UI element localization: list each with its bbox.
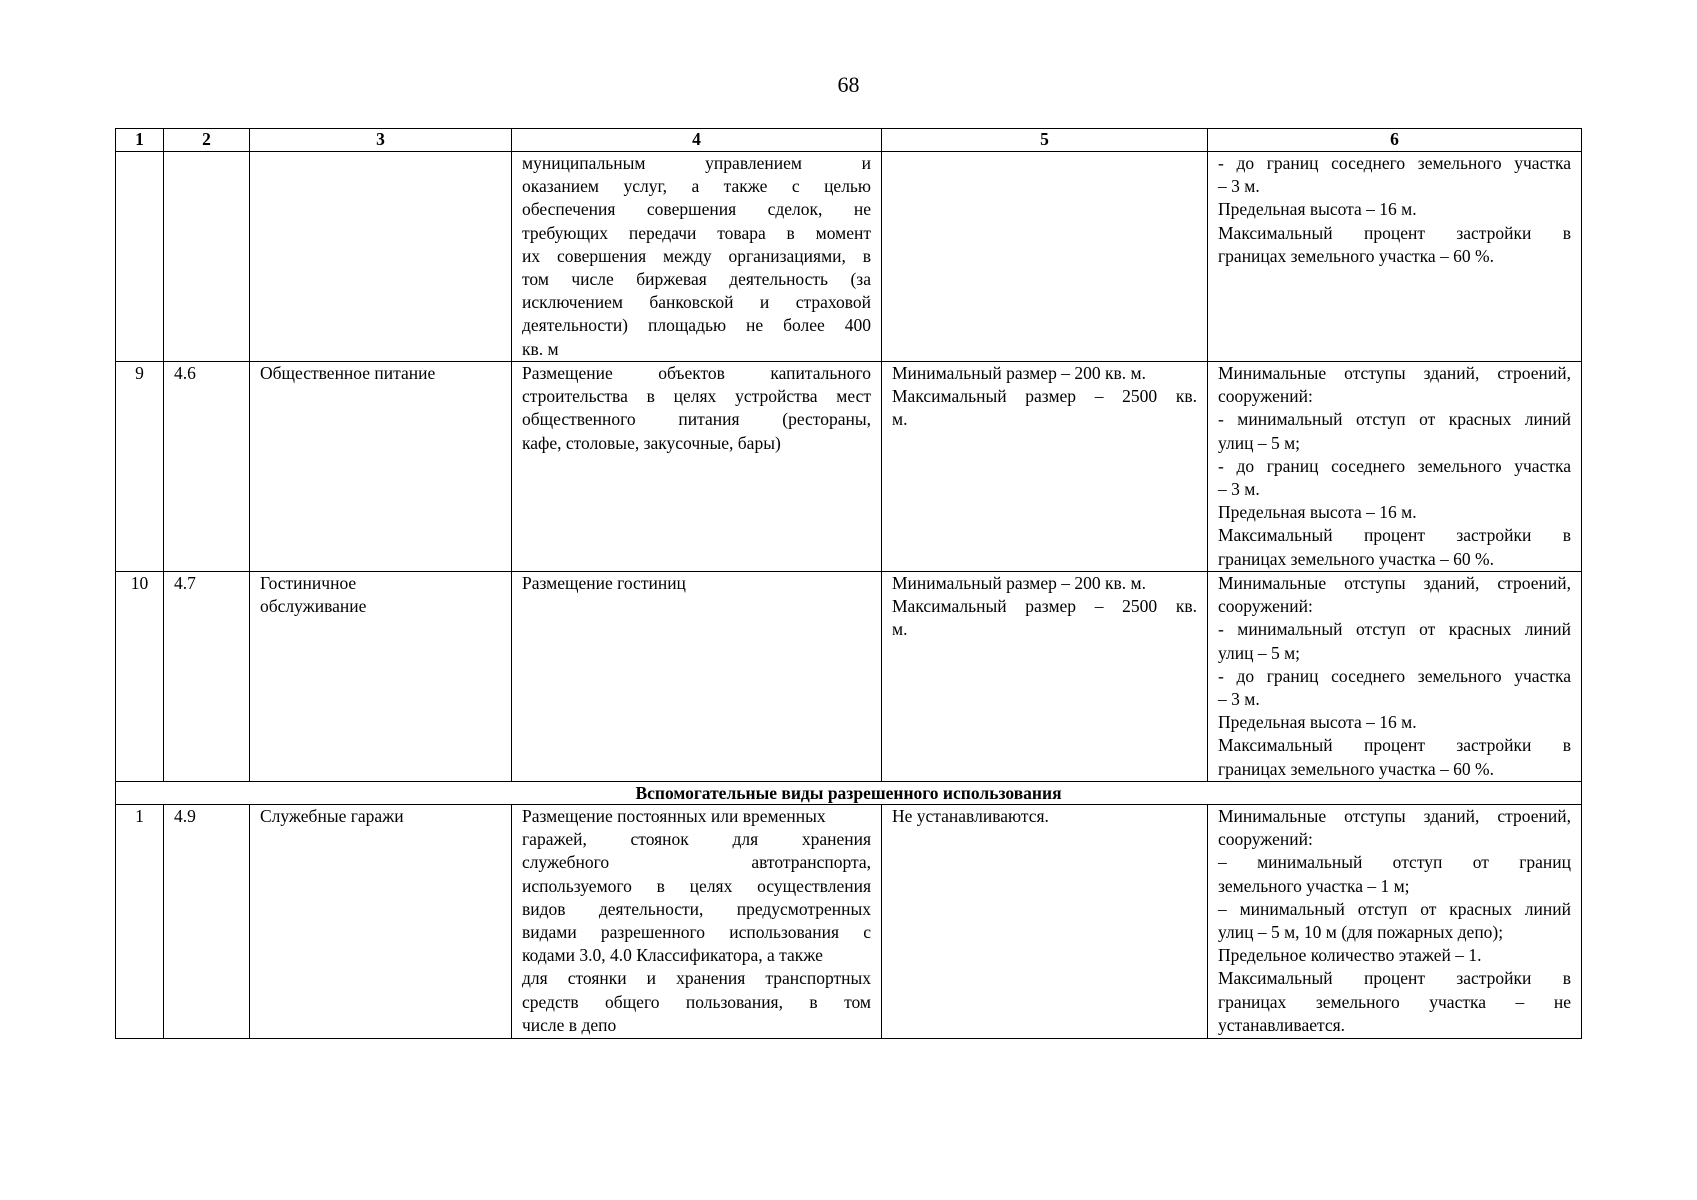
description-cell: Размещение объектов капитального строительства в целях устройства мест общественного питания (рестораны, кафе, столовые, закусочные, бары) bbox=[512, 362, 882, 572]
size-params-cell: Минимальный размер – 200 кв. м. Максимальный размер – 2500 кв. м. bbox=[882, 362, 1208, 572]
name-cell: Общественное питание bbox=[250, 362, 512, 572]
name-cell: Служебные гаражи bbox=[250, 805, 512, 1039]
code-cell bbox=[164, 152, 250, 362]
name-cell: Гостиничное обслуживание bbox=[250, 572, 512, 782]
description-cell: Размещение постоянных или временных гаражей, стоянок для хранения служебного автотранспорта, используемого в целях осуществления видов деятельности, предусмотренных видами разрешенного использования с кодами 3.0, 4.0 Классификатора, а также для стоянки и хранения транспортных средств общего пользования, в том числе в депо bbox=[512, 805, 882, 1039]
size-params-cell bbox=[882, 152, 1208, 362]
table-row bbox=[116, 572, 1582, 782]
table-row bbox=[116, 805, 1582, 1039]
restrictions-cell: Минимальные отступы зданий, строений, сооружений: – минимальный отступ от границ земельного участка – 1 м; – минимальный отступ от красных линий улиц – 5 м, 10 м (для пожарных депо); Предельное количество этажей – 1. Максимальный процент застройки в границах земельного участка – не устанавливается. bbox=[1208, 805, 1582, 1039]
name-cell bbox=[250, 152, 512, 362]
section-title: Вспомогательные виды разрешенного использования bbox=[116, 782, 1582, 805]
restrictions-cell: Минимальные отступы зданий, строений, сооружений: - минимальный отступ от красных линий улиц – 5 м; - до границ соседнего земельного участка – 3 м. Предельная высота – 16 м. Максимальный процент застройки в границах земельного участка – 60 %. bbox=[1208, 572, 1582, 782]
header-cell: 3 bbox=[250, 129, 512, 152]
row-number-cell bbox=[116, 152, 164, 362]
header-cell: 2 bbox=[164, 129, 250, 152]
table-header-row bbox=[116, 129, 1582, 152]
land-use-table bbox=[115, 128, 1582, 1039]
section-header-row bbox=[116, 782, 1582, 805]
header-cell: 1 bbox=[116, 129, 164, 152]
row-number-cell: 1 bbox=[116, 805, 164, 1039]
header-cell: 5 bbox=[882, 129, 1208, 152]
code-cell: 4.7 bbox=[164, 572, 250, 782]
row-number-cell: 9 bbox=[116, 362, 164, 572]
row-number-cell: 10 bbox=[116, 572, 164, 782]
size-params-cell: Не устанавливаются. bbox=[882, 805, 1208, 1039]
table-row bbox=[116, 152, 1582, 362]
header-cell: 6 bbox=[1208, 129, 1582, 152]
description-cell: Размещение гостиниц bbox=[512, 572, 882, 782]
page-number: 68 bbox=[837, 72, 860, 97]
restrictions-cell: - до границ соседнего земельного участка – 3 м. Предельная высота – 16 м. Максимальный процент застройки в границах земельного участка – 60 %. bbox=[1208, 152, 1582, 362]
restrictions-cell: Минимальные отступы зданий, строений, сооружений: - минимальный отступ от красных линий улиц – 5 м; - до границ соседнего земельного участка – 3 м. Предельная высота – 16 м. Максимальный процент застройки в границах земельного участка – 60 %. bbox=[1208, 362, 1582, 572]
description-cell: муниципальным управлением и оказанием услуг, а также с целью обеспечения совершения сделок, не требующих передачи товара в момент их совершения между организациями, в том числе биржевая деятельность (за исключением банковской и страховой деятельности) площадью не более 400 кв. м bbox=[512, 152, 882, 362]
size-params-cell: Минимальный размер – 200 кв. м. Максимальный размер – 2500 кв. м. bbox=[882, 572, 1208, 782]
code-cell: 4.6 bbox=[164, 362, 250, 572]
code-cell: 4.9 bbox=[164, 805, 250, 1039]
header-cell: 4 bbox=[512, 129, 882, 152]
table-row bbox=[116, 362, 1582, 572]
